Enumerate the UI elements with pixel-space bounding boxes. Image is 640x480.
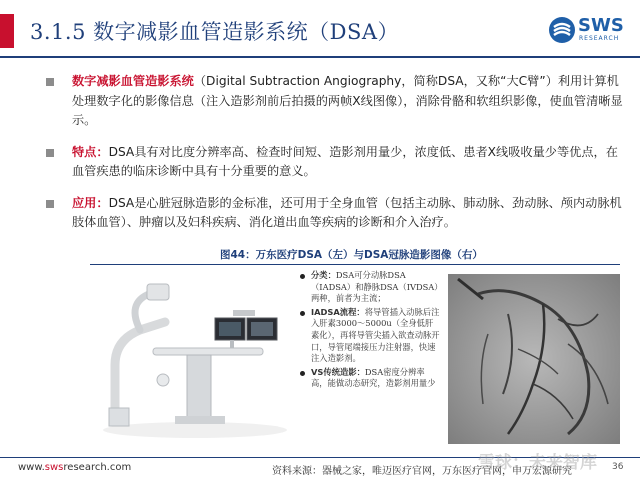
watermark: 雪球：未来智库 [478, 453, 597, 473]
logo-text: SWS [578, 15, 624, 36]
note-lead: VS传统造影： [311, 366, 365, 377]
logo-subtext: RESEARCH [579, 35, 620, 42]
note-text: DSA可分动脉DSA（IADSA）和静脉DSA（IVDSA）两种，前者为主流； [311, 270, 439, 304]
square-bullet-icon [46, 149, 54, 157]
dot-bullet-icon [300, 371, 305, 376]
figure-divider [90, 264, 620, 265]
bullet-list [46, 72, 626, 245]
bullet-text: DSA是心脏冠脉造影的金标准，还可用于全身血管（包括主动脉、肺动脉、劲动脉、颅内动脉机肢体血管）、肿瘤以及妇科疾病、消化道出血等疾病的诊断和介入治疗。 [72, 195, 622, 229]
bullet-item [46, 72, 626, 131]
note-lead: IADSA流程： [311, 306, 365, 317]
note-text: DSA密度分辨率高，能做动态研究，造影剂用量少 [311, 366, 436, 389]
square-bullet-icon [46, 200, 54, 208]
page-number: 36 [612, 462, 624, 472]
note-item [300, 367, 440, 390]
page-title: 3.1.5 数字减影血管造影系统（DSA） [30, 20, 399, 44]
sws-logo-icon [548, 16, 576, 44]
sws-logo [548, 16, 628, 46]
dsa-device-image [95, 270, 295, 445]
source-note: 资料来源：器械之家，唯迈医疗官网，万东医疗官网，申万宏源研究 [272, 466, 572, 477]
url-brand: sws [44, 462, 64, 473]
bullet-lead: 应用： [72, 195, 109, 210]
bullet-item [46, 194, 626, 233]
coronary-angiogram-image [448, 274, 620, 444]
header-accent-strip [0, 14, 14, 48]
bullet-text: DSA具有对比度分辨率高、检查时间短、造影剂用量少，浓度低、患者X线吸收量少等优点，在血管疾患的临床诊断中具有十分重要的意义。 [72, 144, 618, 178]
header [0, 0, 640, 58]
bullet-text: （Digital Subtraction Angiography，简称DSA，又称“大C臂”）利用计算机处理数字化的影像信息（注入造影剂前后拍摄的两帧X线图像），消除骨骼和软组织影像，使血管清晰显示。 [72, 74, 623, 127]
footer-url[interactable] [18, 462, 131, 473]
url-prefix: www. [18, 462, 45, 473]
note-item [300, 270, 440, 305]
note-text: 将导管插入动脉后注入肝素3000～5000u（全身低肝素化），再将导管尖插入欲查动脉开口，导管尾端接压力注射器，快速注入造影剂。 [311, 306, 440, 364]
dot-bullet-icon [300, 311, 305, 316]
figure-caption: 图44：万东医疗DSA（左）与DSA冠脉造影图像（右） [220, 249, 483, 261]
note-item [300, 307, 440, 365]
bullet-item [46, 143, 626, 182]
dot-bullet-icon [300, 274, 305, 279]
figure-notes [300, 270, 440, 392]
bullet-lead: 特点： [72, 144, 109, 159]
note-lead: 分类： [311, 270, 336, 280]
square-bullet-icon [46, 78, 54, 86]
header-divider [0, 56, 640, 58]
url-suffix: research.com [63, 462, 132, 473]
bullet-lead: 数字减影血管造影系统 [72, 74, 194, 88]
